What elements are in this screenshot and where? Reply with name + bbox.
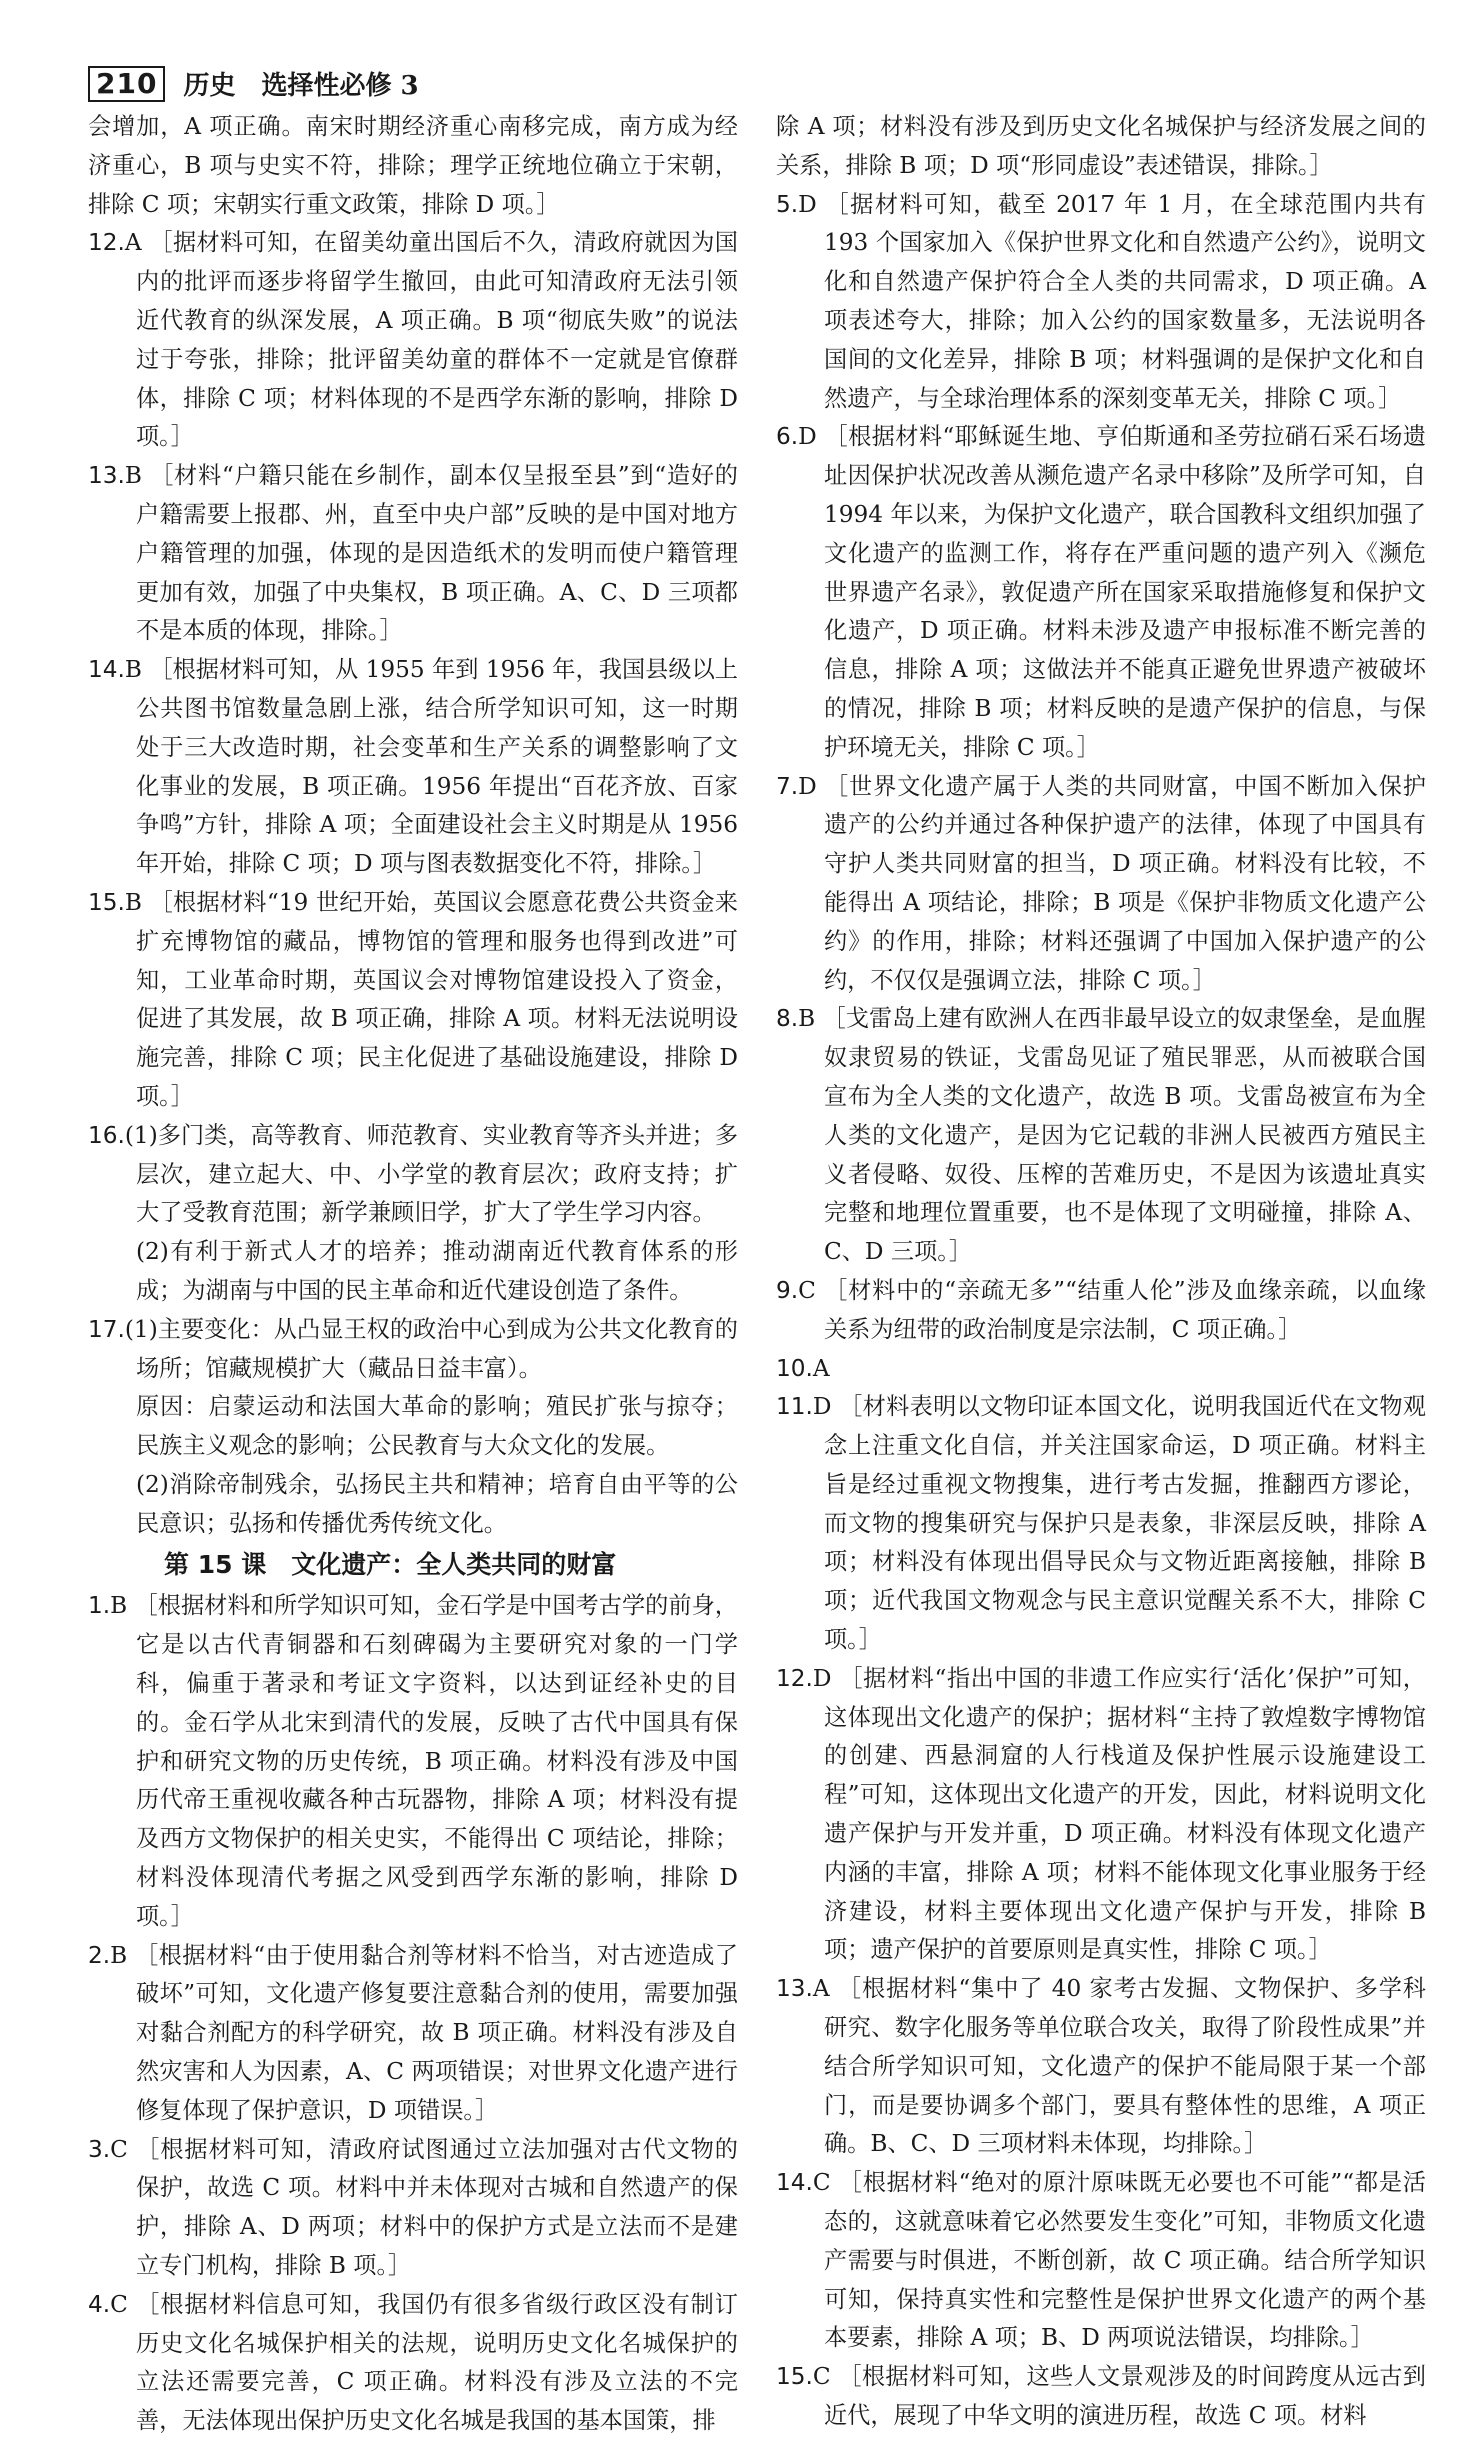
answer-number: 1. bbox=[88, 1592, 111, 1620]
page-number: 210 bbox=[88, 66, 165, 102]
answer-text: C ［根据材料信息可知，我国仍有很多省级行政区没有制订历史文化名城保护相关的法规，说明历史文化名城保护的立法还需要完善，C 项正确。材料没有涉及立法的不完善，无法体现出保护历史文化名城是我国的基本国策，排 bbox=[110, 2290, 738, 2435]
answer-number: 12. bbox=[88, 229, 125, 257]
answer-item bbox=[88, 2286, 738, 2441]
answer-item bbox=[88, 2131, 738, 2286]
answer-item bbox=[88, 1466, 738, 1544]
answer-text: A ［据材料可知，在留美幼童出国后不久，清政府就因为国内的批评而逐步将留学生撤回，由此可知清政府无法引领近代教育的纵深发展，A 项正确。B 项“彻底失败”的说法过于夸张，排除；批评留美幼童的群体不一定就是官僚群体，排除 C 项；材料体现的不是西学东渐的影响，排除 D 项。］ bbox=[124, 229, 738, 451]
answer-text: A bbox=[812, 1354, 830, 1382]
answer-text: (1)多门类，高等教育、师范教育、实业教育等齐头并进；多层次，建立起大、中、小学堂的教育层次；政府支持；扩大了受教育范围；新学兼顾旧学，扩大了学生学习内容。 bbox=[124, 1121, 738, 1227]
answer-item bbox=[776, 2358, 1426, 2436]
answer-text: 除 A 项；材料没有涉及到历史文化名城保护与经济发展之间的关系，排除 B 项；D 项“形同虚设”表述错误，排除。］ bbox=[776, 113, 1426, 179]
answer-number: 9. bbox=[776, 1276, 799, 1304]
answer-number: 14. bbox=[88, 656, 125, 684]
answer-item bbox=[776, 1970, 1426, 2164]
answer-item bbox=[88, 457, 738, 651]
answer-item bbox=[776, 1350, 1426, 1389]
answer-item bbox=[776, 186, 1426, 419]
answer-item bbox=[776, 1388, 1426, 1660]
answer-item bbox=[776, 108, 1426, 186]
answer-text: D ［材料表明以文物印证本国文化，说明我国近代在文物观念上注重文化自信，并关注国家命运，D 项正确。材料主旨是经过重视文物搜集，进行考古发掘，推翻西方谬论，而文物的搜集研究与保护只是表象，非深层反映，排除 A 项；材料没有体现出倡导民众与文物近距离接触，排除 B 项；近代我国文物观念与民主意识觉醒关系不大，排除 C 项。］ bbox=[812, 1393, 1426, 1654]
answer-item bbox=[776, 1660, 1426, 1970]
answer-item bbox=[88, 224, 738, 457]
answer-text: B ［戈雷岛上建有欧洲人在西非最早设立的奴隶堡垒，是血腥奴隶贸易的铁证，戈雷岛见证了殖民罪恶，从而被联合国宣布为全人类的文化遗产，故选 B 项。戈雷岛被宣布为全人类的文化遗产，是因为它记载的非洲人民被西方殖民主义者侵略、奴役、压榨的苦难历史，不是因为该遗址真实完整和地理位置重要，也不是体现了文明碰撞，排除 A、C、D 三项。］ bbox=[798, 1005, 1426, 1266]
answer-item bbox=[88, 1937, 738, 2131]
answer-number: 13. bbox=[88, 462, 125, 490]
answer-text: D ［根据材料“耶稣诞生地、亨伯斯通和圣劳拉硝石采石场遗址因保护状况改善从濒危遗产名录中移除”及所学可知，自 1994 年以来，为保护文化遗产，联合国教科文组织加强了文化遗产的监测工作，将存在严重问题的遗产列入《濒危世界遗产名录》，敦促遗产所在国家采取措施修复和保护文化遗产，D 项正确。材料未涉及遗产申报标准不断完善的信息，排除 A 项；这做法并不能真正避免世界遗产被破坏的情况，排除 B 项；材料反映的是遗产保护的信息，与保护环境无关，排除 C 项。］ bbox=[798, 423, 1426, 761]
answer-item bbox=[776, 2164, 1426, 2358]
answer-item bbox=[776, 768, 1426, 1001]
answer-number: 15. bbox=[776, 2363, 813, 2391]
answer-number: 3. bbox=[88, 2135, 111, 2163]
answer-number: 5. bbox=[776, 190, 799, 218]
answer-number: 8. bbox=[776, 1005, 799, 1033]
answer-text: B ［根据材料“19 世纪开始，英国议会愿意花费公共资金来扩充博物馆的藏品，博物馆的管理和服务也得到改进”可知，工业革命时期，英国议会对博物馆建设投入了资金，促进了其发展，故 B 项正确，排除 A 项。材料无法说明设施完善，排除 C 项；民主化促进了基础设施建设，排除 D 项。］ bbox=[124, 888, 738, 1110]
answer-number: 6. bbox=[776, 423, 799, 451]
page-header bbox=[88, 62, 1380, 102]
answer-text: A ［根据材料“集中了 40 家考古发掘、文物保护、多学科研究、数字化服务等单位联合攻关，取得了阶段性成果”并结合所学知识可知，文化遗产的保护不能局限于某一个部门，而是要协调多个部门，要具有整体性的思维，A 项正确。B、C、D 三项材料未体现，均排除。］ bbox=[812, 1975, 1426, 2158]
answer-item bbox=[776, 1272, 1426, 1350]
answer-text: C ［材料中的“亲疏无多”“结重人伦”涉及血缘亲疏，以血缘关系为纽带的政治制度是宗法制，C 项正确。］ bbox=[798, 1276, 1426, 1343]
answer-item bbox=[88, 108, 738, 224]
left-column bbox=[88, 108, 738, 2441]
answer-text: (1)主要变化：从凸显王权的政治中心到成为公共文化教育的场所；馆藏规模扩大（藏品日益丰富）。 bbox=[124, 1315, 738, 1382]
answer-number: 13. bbox=[776, 1975, 813, 2003]
answer-text: B ［根据材料可知，从 1955 年到 1956 年，我国县级以上公共图书馆数量急剧上涨，结合所学知识可知，这一时期处于三大改造时期，社会变革和生产关系的调整影响了文化事业的发展，B 项正确。1956 年提出“百花齐放、百家争鸣”方针，排除 A 项；全面建设社会主义时期是从 1956 年开始，排除 C 项；D 项与图表数据变化不符，排除。］ bbox=[124, 656, 738, 878]
answer-text: C ［根据材料可知，清政府试图通过立法加强对古代文物的保护，故选 C 项。材料中并未体现对古城和自然遗产的保护，排除 A、D 两项；材料中的保护方式是立法而不是建立专门机构，排除 B 项。］ bbox=[110, 2135, 738, 2280]
book-title: 历史 选择性必修 3 bbox=[183, 71, 419, 101]
answer-item bbox=[776, 418, 1426, 767]
answer-number: 12. bbox=[776, 1664, 813, 1692]
answer-item bbox=[88, 884, 738, 1117]
answer-number: 15. bbox=[88, 888, 125, 916]
answer-text: B ［材料“户籍只能在乡制作，副本仅呈报至县”到“造好的户籍需要上报郡、州，直至中央户部”反映的是中国对地方户籍管理的加强，体现的是因造纸术的发明而使户籍管理更加有效，加强了中央集权，B 项正确。A、C、D 三项都不是本质的体现，排除。］ bbox=[124, 462, 738, 645]
answer-text: 原因：启蒙运动和法国大革命的影响；殖民扩张与掠夺；民族主义观念的影响；公民教育与大众文化的发展。 bbox=[136, 1393, 738, 1460]
answer-text: B ［根据材料“由于使用黏合剂等材料不恰当，对古迹造成了破坏”可知，文化遗产修复要注意黏合剂的使用，需要加强对黏合剂配方的科学研究，故 B 项正确。材料没有涉及自然灾害和人为因素，A、C 两项错误；对世界文化遗产进行修复体现了保护意识，D 项错误。］ bbox=[110, 1941, 738, 2124]
answer-number: 4. bbox=[88, 2290, 111, 2318]
answer-item bbox=[776, 1000, 1426, 1272]
answer-number: 16. bbox=[88, 1121, 125, 1149]
answer-item bbox=[88, 1233, 738, 1311]
answer-number: 2. bbox=[88, 1941, 111, 1969]
answer-item bbox=[88, 1388, 738, 1466]
answer-number: 17. bbox=[88, 1315, 125, 1343]
answer-number: 11. bbox=[776, 1393, 813, 1421]
answer-item bbox=[88, 1587, 738, 1936]
answer-item bbox=[88, 651, 738, 884]
answer-text: 会增加，A 项正确。南宋时期经济重心南移完成，南方成为经济重心，B 项与史实不符，排除；理学正统地位确立于宋朝，排除 C 项；宋朝实行重文政策，排除 D 项。］ bbox=[88, 113, 738, 218]
answer-number: 10. bbox=[776, 1354, 813, 1382]
answer-number: 7. bbox=[776, 772, 799, 800]
answer-text: C ［根据材料“绝对的原汁原味既无必要也不可能”“都是活态的，这就意味着它必然要发生变化”可知，非物质文化遗产需要与时俱进，不断创新，故 C 项正确。结合所学知识可知，保持真实性和完整性是保护世界文化遗产的两个基本要素，排除 A 项；B、D 两项说法错误，均排除。］ bbox=[812, 2169, 1426, 2352]
answer-text: D ［据材料可知，截至 2017 年 1 月，在全球范围内共有 193 个国家加入《保护世界文化和自然遗产公约》，说明文化和自然遗产保护符合全人类的共同需求，D 项正确。A 项表述夸大，排除；加入公约的国家数量多，无法说明各国间的文化差异，排除 B 项；材料强调的是保护文化和自然遗产，与全球治理体系的深刻变革无关，排除 C 项。］ bbox=[798, 190, 1426, 412]
right-column bbox=[776, 108, 1426, 2436]
answer-text: (2)有利于新式人才的培养；推动湖南近代教育体系的形成；为湖南与中国的民主革命和近代建设创造了条件。 bbox=[136, 1238, 738, 1304]
answer-text: (2)消除帝制残余，弘扬民主共和精神；培育自由平等的公民意识；弘扬和传播优秀传统文化。 bbox=[136, 1470, 738, 1537]
answer-item bbox=[88, 1311, 738, 1389]
answer-text: D ［世界文化遗产属于人类的共同财富，中国不断加入保护遗产的公约并通过各种保护遗产的法律，体现了中国具有守护人类共同财富的担当，D 项正确。材料没有比较，不能得出 A 项结论，排除；B 项是《保护非物质文化遗产公约》的作用，排除；材料还强调了中国加入保护遗产的公约，不仅仅是强调立法，排除 C 项。］ bbox=[798, 772, 1426, 994]
answer-item bbox=[88, 1117, 738, 1233]
answer-text: B ［根据材料和所学知识可知，金石学是中国考古学的前身，它是以古代青铜器和石刻碑碣为主要研究对象的一门学科，偏重于著录和考证文字资料，以达到证经补史的目的。金石学从北宋到清代的发展，反映了古代中国具有保护和研究文物的历史传统，B 项正确。材料没有涉及中国历代帝王重视收藏各种古玩器物，排除 A 项；材料没有提及西方文物保护的相关史实，不能得出 C 项结论，排除；材料没体现清代考据之风受到西学东渐的影响，排除 D 项。］ bbox=[110, 1592, 738, 1930]
lesson-heading: 第 15 课 文化遗产：全人类共同的财富 bbox=[164, 1550, 617, 1580]
answer-text: D ［据材料“指出中国的非遗工作应实行‘活化’保护”可知，这体现出文化遗产的保护；据材料“主持了敦煌数字博物馆的创建、西悬洞窟的人行栈道及保护性展示设施建设工程”可知，这体现出文化遗产的开发，因此，材料说明文化遗产保护与开发并重，D 项正确。材料没有体现文化遗产内涵的丰富，排除 A 项；材料不能体现文化事业服务于经济建设，材料主要体现出文化遗产保护与开发，排除 B 项；遗产保护的首要原则是真实性，排除 C 项。］ bbox=[812, 1664, 1426, 1964]
answer-text: C ［根据材料可知，这些人文景观涉及的时间跨度从远古到近代，展现了中华文明的演进历程，故选 C 项。材料 bbox=[812, 2363, 1426, 2430]
answer-number: 14. bbox=[776, 2169, 813, 2197]
